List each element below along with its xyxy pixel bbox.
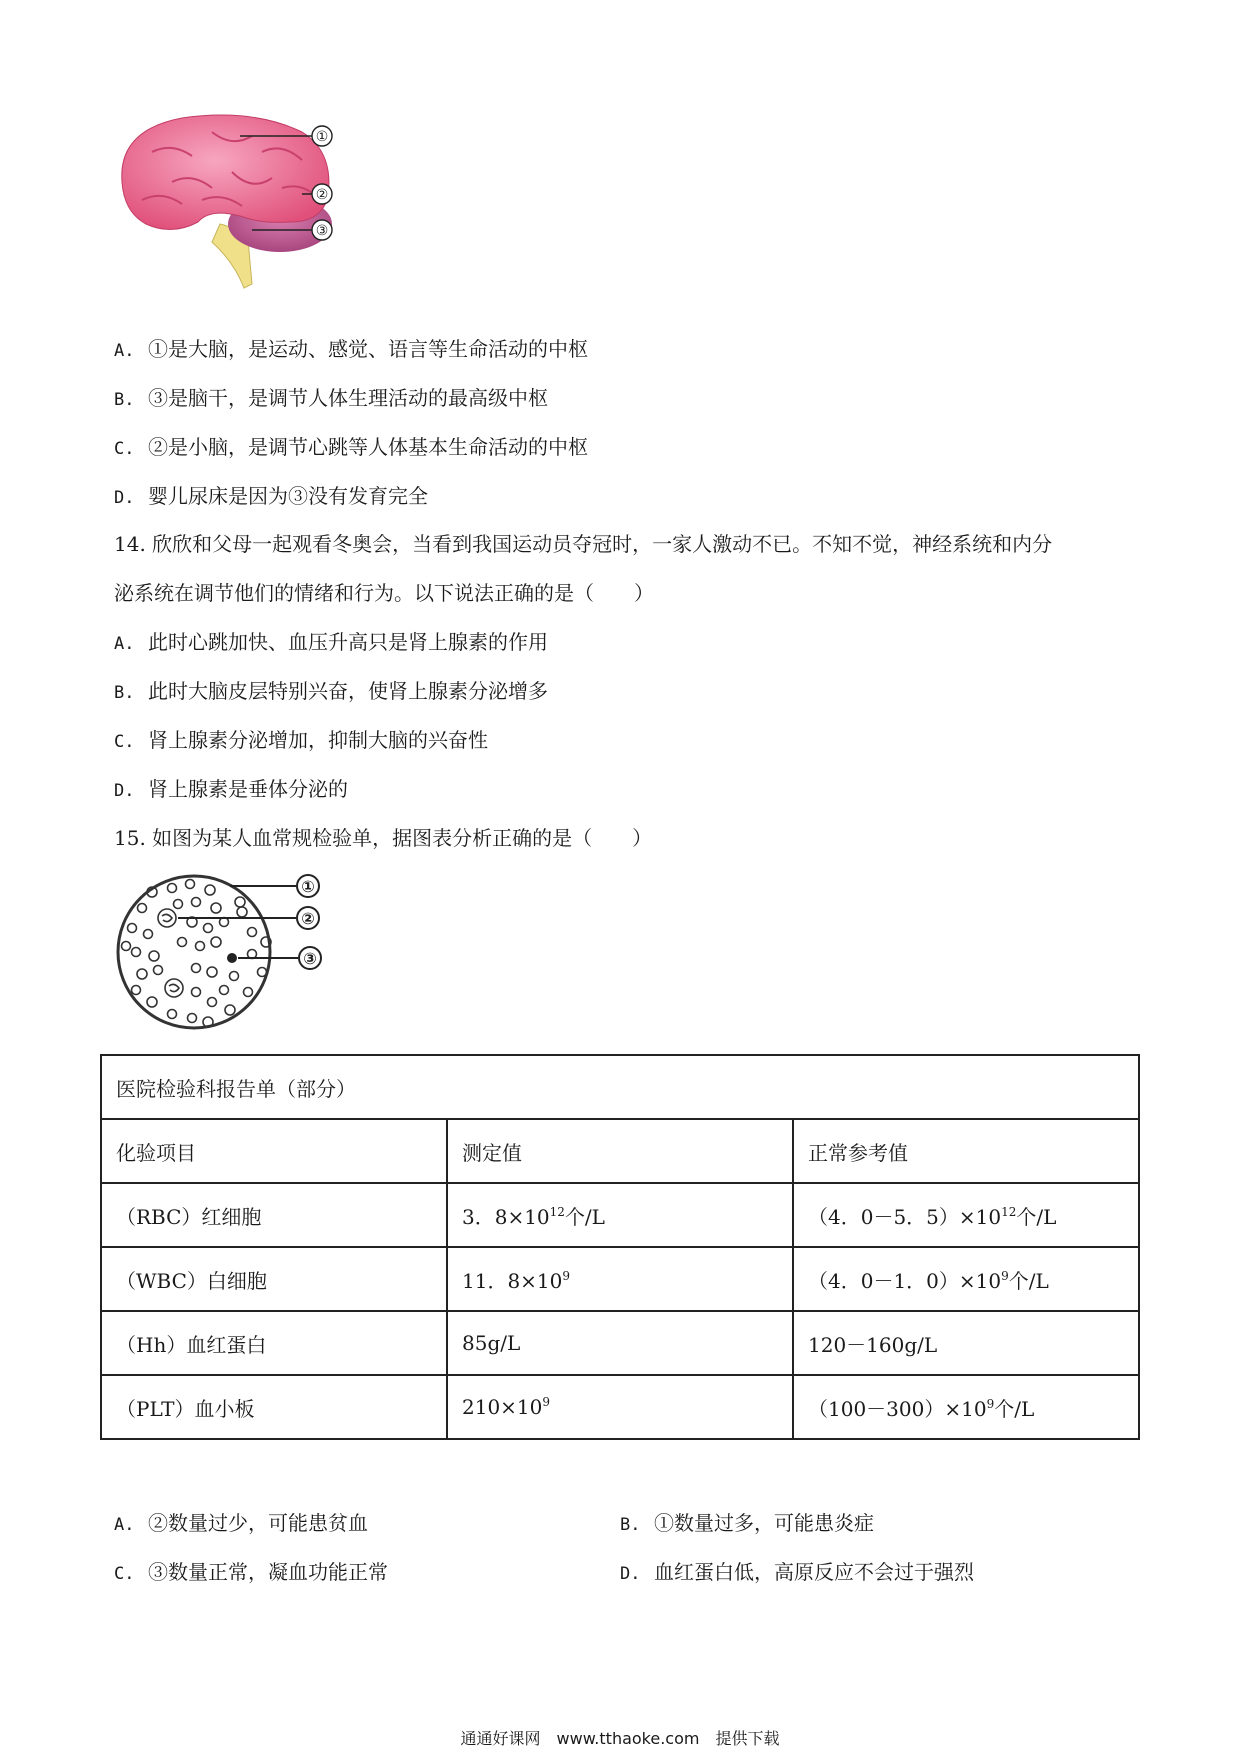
page-footer: 通通好课网 www.tthaoke.com 提供下载 <box>460 1729 780 1748</box>
option-label: C. <box>114 732 135 752</box>
q15-option-c[interactable] <box>114 1557 388 1589</box>
table-header-row <box>101 1119 1139 1183</box>
option-text: ②是小脑，是调节心跳等人体基本生命活动的中枢 <box>148 435 588 459</box>
option-label: D. <box>114 781 135 801</box>
q15-option-a[interactable] <box>114 1508 368 1540</box>
lab-report-table <box>100 1054 1140 1440</box>
option-label: C. <box>114 439 135 459</box>
q15-option-b[interactable] <box>620 1508 874 1540</box>
brain-figure <box>112 112 384 292</box>
option-text: 血红蛋白低，高原反应不会过于强烈 <box>654 1560 974 1584</box>
table-title: 医院检验科报告单（部分） <box>101 1055 1139 1119</box>
option-label: C. <box>114 1564 135 1584</box>
table-row <box>101 1183 1139 1247</box>
option-text: 肾上腺素分泌增加，抑制大脑的兴奋性 <box>148 728 488 752</box>
reference-cell: $(100-300)\times 10^9$个/L <box>793 1375 1139 1439</box>
option-label: B. <box>620 1515 641 1535</box>
option-text: 婴儿尿床是因为③没有发育完全 <box>148 484 428 508</box>
header-reference: 正常参考值 <box>793 1119 1139 1183</box>
measured-cell: 11．$8\times 10^9$ <box>447 1247 793 1311</box>
blood-smear-figure <box>112 872 344 1032</box>
item-cell: （RBC）红细胞 <box>101 1183 447 1247</box>
table-row <box>101 1247 1139 1311</box>
platelet <box>227 953 237 963</box>
option-text: 此时大脑皮层特别兴奋，使肾上腺素分泌增多 <box>148 679 548 703</box>
q14-option-c[interactable] <box>114 725 488 757</box>
measured-cell: 3．$8\times 10^{12}$个/L <box>447 1183 793 1247</box>
reference-cell: （4．0－5．$5)\times 10^{12}$个/L <box>793 1183 1139 1247</box>
q14-stem-line1: 14. 欣欣和父母一起观看冬奥会，当看到我国运动员夺冠时，一家人激动不已。不知不觉，神经系统和内分 <box>114 532 1053 556</box>
option-label: D. <box>620 1564 641 1584</box>
option-label: A. <box>114 1515 135 1535</box>
measured-cell: $210\times 10^9$ <box>447 1375 793 1439</box>
q14-option-d[interactable] <box>114 774 348 806</box>
q13-option-b[interactable] <box>114 383 548 415</box>
header-measured: 测定值 <box>447 1119 793 1183</box>
brain-label-3: ③ <box>315 223 329 239</box>
blood-label-1: ① <box>301 877 315 896</box>
option-text: 肾上腺素是垂体分泌的 <box>148 777 348 801</box>
option-text: ③数量正常，凝血功能正常 <box>148 1560 388 1584</box>
q15-option-d[interactable] <box>620 1557 974 1589</box>
option-text: ②数量过少，可能患贫血 <box>148 1511 368 1535</box>
q14-option-b[interactable] <box>114 676 548 708</box>
brain-label-1: ① <box>315 129 329 145</box>
q13-option-c[interactable] <box>114 432 588 464</box>
table-row <box>101 1375 1139 1439</box>
option-label: B. <box>114 390 135 410</box>
measured-cell: 85g/L <box>447 1311 793 1375</box>
option-text: 此时心跳加快、血压升高只是肾上腺素的作用 <box>148 630 548 654</box>
option-text: ①数量过多，可能患炎症 <box>654 1511 874 1535</box>
option-label: A. <box>114 341 135 361</box>
blood-label-3: ③ <box>303 949 317 968</box>
q14-option-a[interactable] <box>114 627 548 659</box>
brain-label-2: ② <box>315 187 329 203</box>
reference-cell: （4．0－1．$0)\times 10^9$个/L <box>793 1247 1139 1311</box>
q14-stem-line2: 泌系统在调节他们的情绪和行为。以下说法正确的是（ ） <box>114 581 654 605</box>
table-row <box>101 1311 1139 1375</box>
header-item: 化验项目 <box>101 1119 447 1183</box>
cerebrum-shape <box>122 115 329 229</box>
reference-cell: 120－160g/L <box>793 1311 1139 1375</box>
item-cell: （WBC）白细胞 <box>101 1247 447 1311</box>
q13-option-d[interactable] <box>114 481 428 513</box>
table-title-row <box>101 1055 1139 1119</box>
q13-option-a[interactable] <box>114 334 588 366</box>
q15-stem: 15. 如图为某人血常规检验单，据图表分析正确的是（ ） <box>114 826 653 850</box>
blood-label-2: ② <box>301 909 315 928</box>
option-label: D. <box>114 488 135 508</box>
option-label: A. <box>114 634 135 654</box>
option-label: B. <box>114 683 135 703</box>
option-text: ③是脑干，是调节人体生理活动的最高级中枢 <box>148 386 548 410</box>
item-cell: （PLT）血小板 <box>101 1375 447 1439</box>
option-text: ①是大脑，是运动、感觉、语言等生命活动的中枢 <box>148 337 588 361</box>
item-cell: （Hh）血红蛋白 <box>101 1311 447 1375</box>
